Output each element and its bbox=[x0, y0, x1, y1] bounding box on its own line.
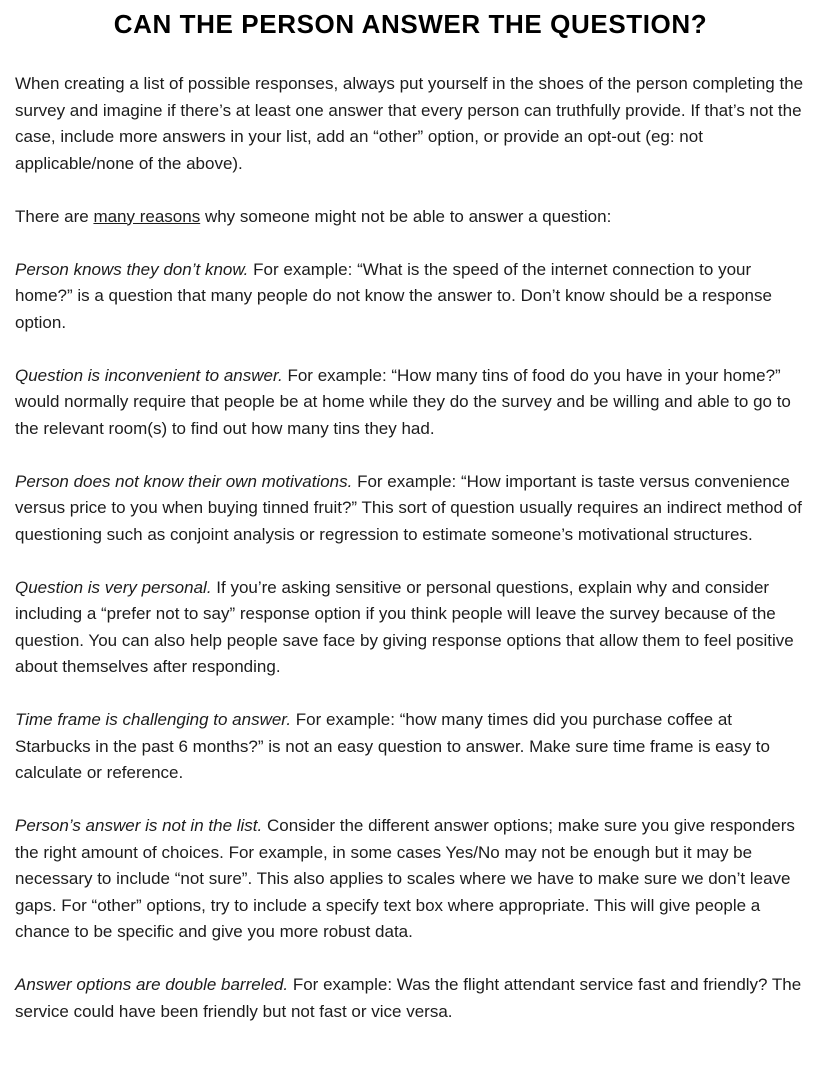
reasons-intro-after: why someone might not be able to answer a question: bbox=[200, 206, 612, 226]
reason-body: Consider the different answer options; make sure you give responders the right amount of choices. For example, in some cases Yes/No may not be enough but it may be necessary to include “not sure”. This also applies to scales where we have to make sure we don’t leave gaps. For “other” options, try to include a specify text box where appropriate. This will give people a chance to be specific and give you more robust data. bbox=[15, 816, 795, 941]
reason-lead: Time frame is challenging to answer. bbox=[15, 710, 292, 729]
reason-paragraph-double-barreled bbox=[15, 972, 806, 1025]
reason-body: For example: “What is the speed of the internet connection to your home?” is a question that many people do not know the answer to. Don’t know should be a response option. bbox=[15, 259, 772, 332]
reason-lead: Question is very personal. bbox=[15, 577, 212, 597]
reason-lead: Answer options are double barreled. bbox=[15, 975, 289, 994]
reason-lead: Person does not know their own motivations. bbox=[15, 471, 353, 491]
reason-paragraph-time-frame bbox=[15, 707, 806, 787]
reason-paragraph-personal bbox=[15, 575, 806, 681]
reason-lead: Person knows they don’t know. bbox=[15, 259, 249, 279]
intro-paragraph: When creating a list of possible responses, always put yourself in the shoes of the person completing the survey and imagine if there’s at least one answer that every person can truthfully provide. If that’s not the case, include more answers in your list, add an “other” option, or provide an opt-out (eg: not applicable/none of the above). bbox=[15, 74, 804, 173]
reason-body: For example: “How many tins of food do you have in your home?” would normally require that people be at home while they do the survey and be willing and able to go to the relevant room(s) to find out how many tins they had. bbox=[15, 365, 791, 438]
page-title: CAN THE PERSON ANSWER THE QUESTION? bbox=[113, 9, 708, 39]
reasons-intro-before: There are bbox=[15, 206, 94, 226]
reason-body: For example: Was the flight attendant service fast and friendly? The service could have been friendly but not fast or vice versa. bbox=[15, 975, 802, 1021]
reason-paragraph-not-in-list bbox=[15, 813, 806, 946]
reason-paragraph-motivations bbox=[15, 469, 806, 549]
reason-lead: Person’s answer is not in the list. bbox=[15, 816, 263, 835]
reason-body: If you’re asking sensitive or personal questions, explain why and consider including a “prefer not to say” response option if you think people will leave the survey because of the question. You can also help people save face by giving response options that allow them to feel positive about themselves after responding. bbox=[15, 577, 794, 676]
many-reasons-underlined-text: many reasons bbox=[93, 206, 201, 226]
reason-body: For example: “how many times did you purchase coffee at Starbucks in the past 6 months?” is not an easy question to answer. Make sure time frame is easy to calculate or reference. bbox=[15, 710, 770, 782]
reason-lead: Question is inconvenient to answer. bbox=[15, 365, 283, 385]
reason-paragraph-knows-dont-know bbox=[15, 257, 806, 337]
reasons-intro-paragraph bbox=[15, 204, 806, 231]
reason-body: For example: “How important is taste versus convenience versus price to you when buying tinned fruit?” This sort of question usually requires an indirect method of questioning such as conjoint analysis or regression to estimate someone’s motivational structures. bbox=[15, 471, 802, 544]
reason-paragraph-inconvenient bbox=[15, 363, 806, 443]
